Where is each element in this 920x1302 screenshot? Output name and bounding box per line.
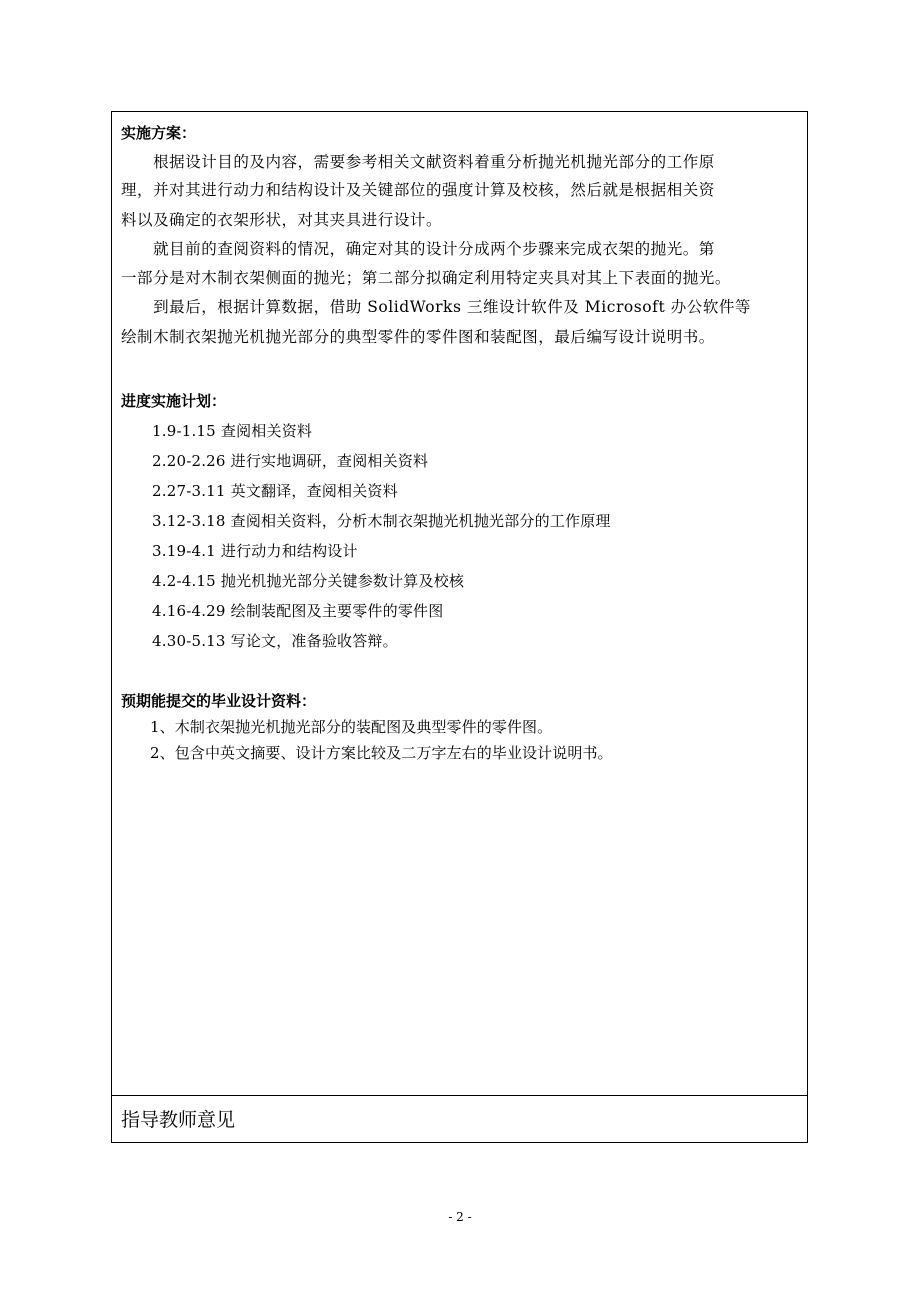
implementation-paragraph-line: 料以及确定的衣架形状，对其夹具进行设计。 — [121, 211, 443, 229]
page-number: - 2 - — [448, 1210, 472, 1224]
implementation-paragraph-line: 一部分是对木制衣架侧面的抛光；第二部分拟确定利用特定夹具对其上下表面的抛光。 — [121, 269, 731, 287]
schedule-item: 3.19-4.1 进行动力和结构设计 — [152, 542, 358, 560]
schedule-item: 2.20-2.26 进行实地调研，查阅相关资料 — [152, 452, 429, 470]
implementation-paragraph-line: 到最后，根据计算数据，借助 SolidWorks 三维设计软件及 Microsoft 办公软件等 — [121, 298, 751, 316]
deliverable-item: 1、木制衣架抛光机抛光部分的装配图及典型零件的零件图。 — [150, 718, 553, 736]
schedule-item: 4.2-4.15 抛光机抛光部分关键参数计算及校核 — [152, 572, 465, 590]
deliverables-heading: 预期能提交的毕业设计资料： — [121, 692, 317, 710]
implementation-paragraph-line: 绘制木制衣架抛光机抛光部分的典型零件的零件图和装配图，最后编写设计说明书。 — [121, 328, 715, 346]
schedule-heading: 进度实施计划： — [121, 392, 227, 410]
schedule-item: 4.16-4.29 绘制装配图及主要零件的零件图 — [152, 602, 444, 620]
implementation-paragraph-line: 理，并对其进行动力和结构设计及关键部位的强度计算及校核，然后就是根据相关资 — [121, 181, 715, 199]
schedule-item: 2.27-3.11 英文翻译，查阅相关资料 — [152, 482, 398, 500]
form-table — [111, 111, 808, 1143]
implementation-paragraph-line: 就目前的查阅资料的情况，确定对其的设计分成两个步骤来完成衣架的抛光。第 — [121, 240, 715, 258]
advisor-opinion-label: 指导教师意见 — [121, 1109, 236, 1131]
advisor-opinion-cell — [112, 1096, 807, 1142]
implementation-paragraph-line: 根据设计目的及内容，需要参考相关文献资料着重分析抛光机抛光部分的工作原 — [121, 153, 715, 171]
schedule-item: 3.12-3.18 查阅相关资料，分析木制衣架抛光机抛光部分的工作原理 — [152, 512, 611, 530]
schedule-item: 4.30-5.13 写论文，准备验收答辩。 — [152, 632, 398, 650]
content-cell — [112, 112, 807, 1096]
schedule-item: 1.9-1.15 查阅相关资料 — [152, 422, 313, 440]
deliverable-item: 2、包含中英文摘要、设计方案比较及二万字左右的毕业设计说明书。 — [150, 744, 613, 762]
implementation-plan-heading: 实施方案： — [121, 124, 197, 142]
